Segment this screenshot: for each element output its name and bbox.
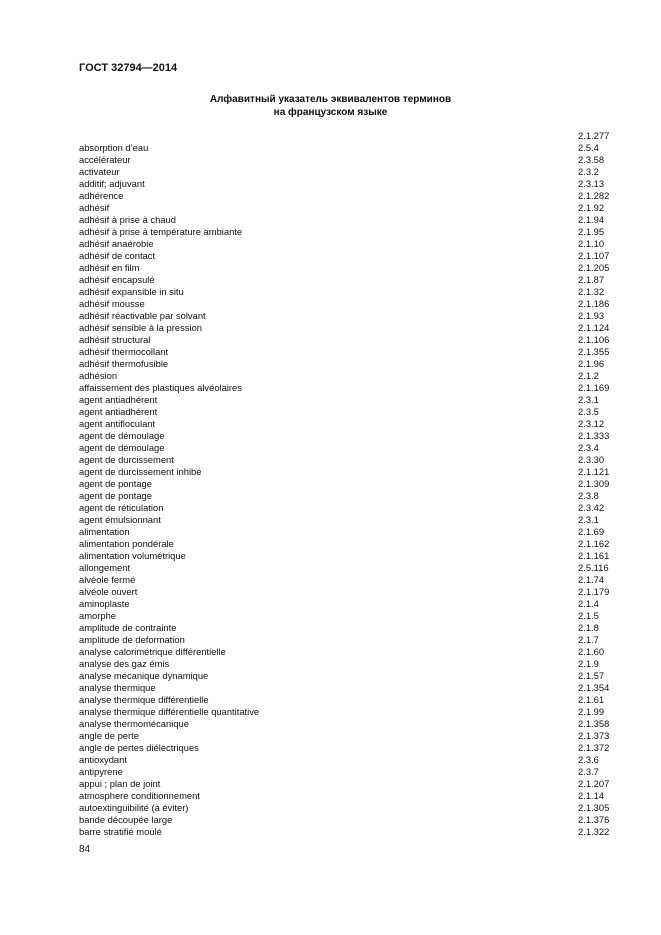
index-row	[79, 550, 619, 562]
index-reference: 2.1.372	[578, 742, 610, 753]
index-reference: 2.1.121	[578, 466, 610, 477]
index-term: atmosphere conditionnement	[79, 790, 200, 801]
index-row	[79, 742, 619, 754]
index-reference: 2.1.322	[578, 826, 610, 837]
index-reference: 2.5.116	[578, 562, 609, 573]
index-row	[79, 322, 619, 334]
index-row	[79, 202, 619, 214]
index-row	[79, 778, 619, 790]
index-term: bande découpée large	[79, 814, 173, 825]
index-reference: 2.1.61	[578, 694, 605, 705]
index-term: adhésif à prise à chaud	[79, 214, 176, 225]
index-term: amplitude de contrainte	[79, 622, 177, 633]
index-term: agent émulsionnant	[79, 514, 161, 525]
index-reference: 2.1.8	[578, 622, 599, 633]
index-row	[79, 586, 619, 598]
index-term: analyse thermique différentielle	[79, 694, 209, 705]
index-term: adhésif sensible à la pression	[79, 322, 202, 333]
index-reference: 2.1.277	[578, 130, 610, 141]
index-row	[79, 514, 619, 526]
index-reference: 2.1.354	[578, 682, 610, 693]
index-term: adhésif mousse	[79, 298, 145, 309]
index-term: autoextinguibilité (à éviter)	[79, 802, 189, 813]
index-term: adhésif de contact	[79, 250, 156, 261]
index-row	[79, 334, 619, 346]
index-reference: 2.1.205	[578, 262, 610, 273]
index-reference: 2.1.60	[578, 646, 605, 657]
index-reference: 2.1.9	[578, 658, 599, 669]
index-row	[79, 730, 619, 742]
index-term: agent de pontage	[79, 490, 152, 501]
index-row	[79, 718, 619, 730]
index-term: adhésif encapsulé	[79, 274, 155, 285]
index-term: adhésion	[79, 370, 118, 381]
index-row	[79, 622, 619, 634]
index-reference: 2.1.93	[578, 310, 605, 321]
index-row	[79, 370, 619, 382]
index-term: barre stratifié moulé	[79, 826, 162, 837]
index-term: adhésif anaérobie	[79, 238, 154, 249]
index-reference: 2.3.5	[578, 406, 599, 417]
index-term: analyse thermique	[79, 682, 156, 693]
index-reference: 2.1.87	[578, 274, 605, 285]
index-reference: 2.1.162	[578, 538, 610, 549]
index-row	[79, 262, 619, 274]
index-row	[79, 166, 619, 178]
index-row	[79, 178, 619, 190]
index-term	[79, 130, 578, 142]
page-number: 84	[79, 844, 91, 855]
index-reference: 2.3.58	[578, 154, 605, 165]
index-term: aminoplaste	[79, 598, 130, 609]
index-term: analyse mécanique dynamique	[79, 670, 209, 681]
index-reference: 2.3.13	[578, 178, 605, 189]
index-term: alimentation pondérale	[79, 538, 174, 549]
index-term: alvéole ouvert	[79, 586, 138, 597]
index-reference: 2.1.2	[578, 370, 599, 381]
index-row	[79, 826, 619, 838]
index-reference: 2.3.1	[578, 514, 599, 525]
index-reference: 2.3.1	[578, 394, 599, 405]
index-row	[79, 418, 619, 430]
index-row	[79, 634, 619, 646]
index-term: analyse thermique différentielle quantitative	[79, 706, 260, 717]
index-row	[79, 490, 619, 502]
index-row	[79, 190, 619, 202]
index-term: agent antiadhérent	[79, 406, 158, 417]
index-row	[79, 442, 619, 454]
index-row	[79, 598, 619, 610]
index-reference: 2.3.6	[578, 754, 599, 765]
index-reference: 2.1.161	[578, 550, 610, 561]
index-reference: 2.1.92	[578, 202, 605, 213]
index-reference: 2.1.107	[578, 250, 610, 261]
index-reference: 2.1.10	[578, 238, 605, 249]
index-subtitle: на французском языке	[273, 107, 388, 118]
index-term: agent de démoulage	[79, 442, 165, 453]
index-row	[79, 406, 619, 418]
index-reference: 2.1.7	[578, 634, 599, 645]
index-term: absorption d’eau	[79, 142, 149, 153]
index-reference: 2.3.12	[578, 418, 605, 429]
index-row	[79, 454, 619, 466]
index-row	[79, 706, 619, 718]
index-row	[79, 790, 619, 802]
index-row	[79, 238, 619, 250]
index-reference: 2.1.106	[578, 334, 610, 345]
index-reference: 2.1.373	[578, 730, 610, 741]
index-row	[79, 814, 619, 826]
index-term: adhérence	[79, 190, 124, 201]
index-reference: 2.3.42	[578, 502, 605, 513]
index-term: additif; adjuvant	[79, 178, 145, 189]
index-reference: 2.1.57	[578, 670, 605, 681]
index-term: activateur	[79, 166, 120, 177]
index-row	[79, 478, 619, 490]
index-row	[79, 154, 619, 166]
index-row	[79, 646, 619, 658]
index-term: adhésif à prise à température ambiante	[79, 226, 243, 237]
index-row	[79, 226, 619, 238]
index-row	[79, 358, 619, 370]
index-term: alimentation volumétrique	[79, 550, 186, 561]
index-reference: 2.3.8	[578, 490, 599, 501]
index-reference: 2.1.207	[578, 778, 610, 789]
index-reference: 2.3.7	[578, 766, 599, 777]
index-term: agent antiadhérent	[79, 394, 158, 405]
index-row	[79, 298, 619, 310]
index-reference: 2.1.74	[578, 574, 605, 585]
index-reference: 2.1.4	[578, 598, 599, 609]
index-term: antipyrene	[79, 766, 123, 777]
index-reference: 2.1.14	[578, 790, 605, 801]
index-reference: 2.3.2	[578, 166, 599, 177]
index-reference: 2.3.30	[578, 454, 605, 465]
index-reference: 2.1.94	[578, 214, 605, 225]
index-row	[79, 130, 619, 142]
index-reference: 2.1.169	[578, 382, 610, 393]
index-row	[79, 658, 619, 670]
term-index-list	[79, 130, 619, 838]
index-term: analyse calorimétrique différentielle	[79, 646, 226, 657]
index-term: accélérateur	[79, 154, 131, 165]
index-row	[79, 214, 619, 226]
index-term: agent de pontage	[79, 478, 152, 489]
index-term: adhésif expansible in situ	[79, 286, 184, 297]
index-term: agent de réticulation	[79, 502, 164, 513]
index-row	[79, 574, 619, 586]
index-reference: 2.1.5	[578, 610, 599, 621]
index-term: angle de pertes diélectriques	[79, 742, 199, 753]
index-term: antioxydant	[79, 754, 127, 765]
index-reference: 2.1.282	[578, 190, 610, 201]
index-reference: 2.1.376	[578, 814, 610, 825]
index-row	[79, 802, 619, 814]
index-term: adhésif en film	[79, 262, 140, 273]
index-term: alimentation	[79, 526, 130, 537]
index-reference: 2.1.333	[578, 430, 610, 441]
index-row	[79, 466, 619, 478]
index-term: alvéole fermé	[79, 574, 136, 585]
index-term: adhésif réactivable par solvant	[79, 310, 206, 321]
index-term: agent de démoulage	[79, 430, 165, 441]
index-reference: 2.1.179	[578, 586, 610, 597]
index-reference: 2.1.309	[578, 478, 610, 489]
index-reference: 2.1.69	[578, 526, 605, 537]
index-term: analyse thermomécanique	[79, 718, 189, 729]
index-row	[79, 754, 619, 766]
index-term: adhésif	[79, 202, 110, 213]
index-row	[79, 394, 619, 406]
index-reference: 2.1.96	[578, 358, 605, 369]
index-term: agent de durcissement	[79, 454, 174, 465]
index-row	[79, 382, 619, 394]
index-reference: 2.5.4	[578, 142, 599, 153]
index-row	[79, 310, 619, 322]
index-term: agent de durcissement inhibé	[79, 466, 202, 477]
index-row	[79, 610, 619, 622]
index-reference: 2.1.124	[578, 322, 610, 333]
index-term: adhésif thermocollant	[79, 346, 169, 357]
index-term: affaissement des plastiques alvéolaires	[79, 382, 242, 393]
index-row	[79, 670, 619, 682]
index-term: analyse des gaz émis	[79, 658, 170, 669]
index-row	[79, 502, 619, 514]
index-term: agent antifloculant	[79, 418, 156, 429]
index-reference: 2.1.186	[578, 298, 610, 309]
index-term: amorphe	[79, 610, 117, 621]
index-reference: 2.1.32	[578, 286, 605, 297]
index-term: amplitude de deformation	[79, 634, 185, 645]
index-reference: 2.1.355	[578, 346, 610, 357]
index-reference: 2.1.99	[578, 706, 605, 717]
index-row	[79, 538, 619, 550]
index-row	[79, 250, 619, 262]
index-term: adhésif structural	[79, 334, 151, 345]
index-reference: 2.1.358	[578, 718, 610, 729]
index-reference: 2.3.4	[578, 442, 599, 453]
index-row	[79, 682, 619, 694]
index-row	[79, 274, 619, 286]
index-row	[79, 430, 619, 442]
index-reference: 2.1.305	[578, 802, 610, 813]
index-term: adhésif thermofusible	[79, 358, 169, 369]
index-row	[79, 526, 619, 538]
index-row	[79, 562, 619, 574]
index-row	[79, 286, 619, 298]
index-row	[79, 142, 619, 154]
index-term: appui ; plan de joint	[79, 778, 161, 789]
index-row	[79, 346, 619, 358]
index-term: angle de perte	[79, 730, 139, 741]
index-reference: 2.1.95	[578, 226, 605, 237]
index-title: Алфавитный указатель эквивалентов терминов	[209, 94, 452, 105]
index-term: allongement	[79, 562, 131, 573]
index-row	[79, 766, 619, 778]
document-code: ГОСТ 32794—2014	[79, 62, 178, 74]
index-row	[79, 694, 619, 706]
